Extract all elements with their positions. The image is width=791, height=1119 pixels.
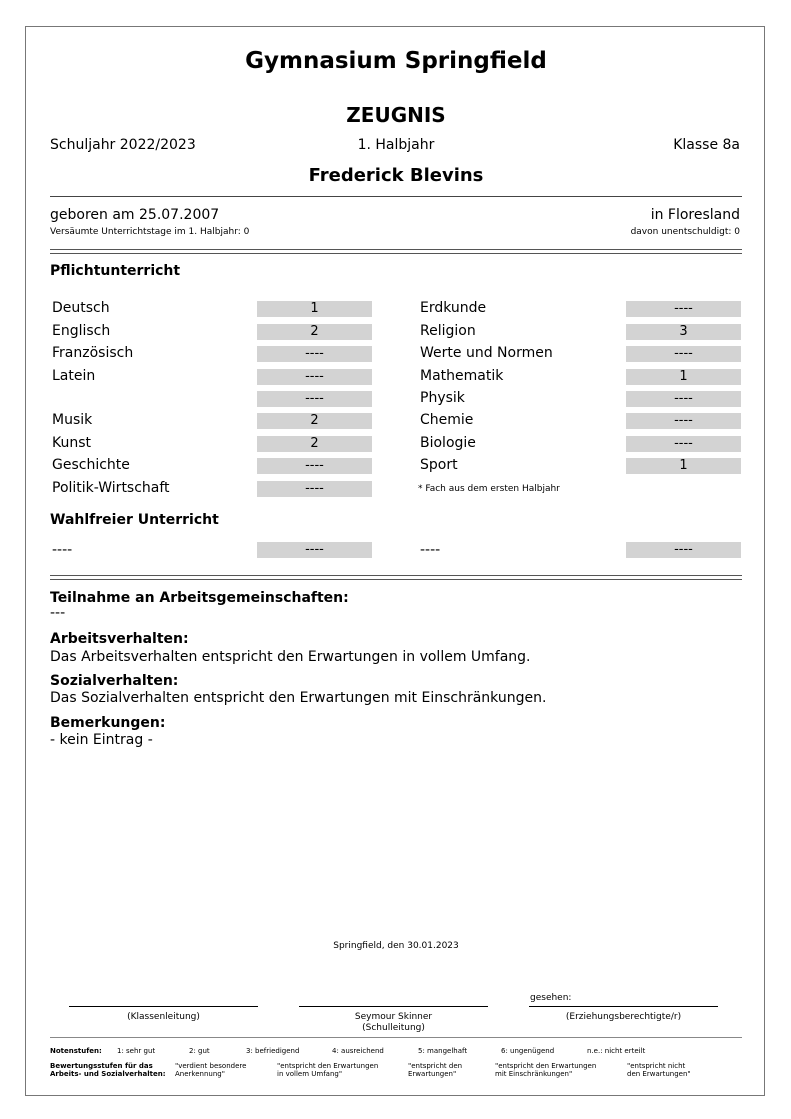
subject-name: Politik-Wirtschaft bbox=[52, 480, 170, 496]
elective-grade: ---- bbox=[626, 542, 741, 558]
behavior-scale-item: Erwartungen" bbox=[408, 1070, 457, 1078]
subject-name: Französisch bbox=[52, 345, 134, 361]
absent-days: Versäumte Unterrichtstage im 1. Halbjahr: 0 bbox=[50, 227, 250, 237]
sozialverhalten-text: Das Sozialverhalten entspricht den Erwartungen mit Einschränkungen. bbox=[50, 690, 547, 706]
document-title: ZEUGNIS bbox=[346, 103, 446, 127]
klassenleitung-label: (Klassenleitung) bbox=[127, 1012, 200, 1022]
subject-name: Werte und Normen bbox=[420, 345, 553, 361]
signature-line-klassenleitung bbox=[69, 1006, 258, 1007]
grade-scale-item: 3: befriedigend bbox=[246, 1047, 300, 1055]
subject-grade: ---- bbox=[257, 458, 372, 474]
subject-grade: 2 bbox=[257, 413, 372, 429]
semester: 1. Halbjahr bbox=[357, 137, 435, 153]
divider bbox=[50, 1037, 742, 1038]
double-divider bbox=[50, 575, 742, 580]
subject-grade: 1 bbox=[257, 301, 372, 317]
place-date: Springfield, den 30.01.2023 bbox=[333, 941, 459, 951]
report-card-page bbox=[25, 26, 765, 1096]
guardian-label: (Erziehungsberechtigte/r) bbox=[565, 1012, 682, 1022]
subject-name: Latein bbox=[52, 368, 96, 384]
subject-grade: 2 bbox=[257, 324, 372, 340]
subject-grade: 1 bbox=[626, 458, 741, 474]
double-divider bbox=[50, 249, 742, 254]
subject-name: Deutsch bbox=[52, 300, 110, 316]
principal-name: Seymour Skinner bbox=[354, 1012, 433, 1022]
subject-grade: 1 bbox=[626, 369, 741, 385]
section-heading-pflicht: Pflichtunterricht bbox=[50, 263, 181, 279]
grade-scale-item: 4: ausreichend bbox=[332, 1047, 384, 1055]
behavior-scale-item: "entspricht den Erwartungen bbox=[495, 1062, 597, 1070]
subject-grade: ---- bbox=[626, 391, 741, 407]
subject-grade: ---- bbox=[257, 481, 372, 497]
birth-date: geboren am 25.07.2007 bbox=[50, 207, 220, 223]
unexcused-days: davon unentschuldigt: 0 bbox=[630, 227, 740, 237]
ag-heading: Teilnahme an Arbeitsgemeinschaften: bbox=[50, 590, 349, 606]
ag-text: --- bbox=[50, 605, 66, 621]
subject-grade: ---- bbox=[257, 369, 372, 385]
sozialverhalten-heading: Sozialverhalten: bbox=[50, 673, 179, 689]
subject-name: Geschichte bbox=[52, 457, 130, 473]
behavior-scale-item: "entspricht nicht bbox=[627, 1062, 686, 1070]
grade-scale-item: 2: gut bbox=[189, 1047, 210, 1055]
footnote: * Fach aus dem ersten Halbjahr bbox=[418, 484, 560, 494]
signature-line-erziehungsberechtigte bbox=[529, 1006, 718, 1007]
arbeitsverhalten-heading: Arbeitsverhalten: bbox=[50, 631, 189, 647]
divider bbox=[50, 196, 742, 197]
elective-name: ---- bbox=[420, 542, 441, 558]
grade-scale-item: 5: mangelhaft bbox=[418, 1047, 468, 1055]
subject-name: Erdkunde bbox=[420, 300, 487, 316]
behavior-scale-item: in vollem Umfang" bbox=[277, 1070, 343, 1078]
birth-place: in Floresland bbox=[650, 207, 740, 223]
behavior-scale-label: Bewertungsstufen für das bbox=[50, 1062, 153, 1070]
arbeitsverhalten-text: Das Arbeitsverhalten entspricht den Erwartungen in vollem Umfang. bbox=[50, 649, 531, 665]
subject-grade: ---- bbox=[626, 413, 741, 429]
grade-scale-item: 1: sehr gut bbox=[117, 1047, 156, 1055]
elective-name: ---- bbox=[52, 542, 73, 558]
school-year: Schuljahr 2022/2023 bbox=[50, 137, 196, 153]
grade-scale-item: n.e.: nicht erteilt bbox=[587, 1047, 646, 1055]
subject-name: Biologie bbox=[420, 435, 476, 451]
behavior-scale-item: "entspricht den bbox=[408, 1062, 463, 1070]
behavior-scale-item: Anerkennung" bbox=[175, 1070, 225, 1078]
subject-grade: 2 bbox=[257, 436, 372, 452]
subject-grade: ---- bbox=[626, 436, 741, 452]
subject-grade: ---- bbox=[626, 301, 741, 317]
bemerkungen-text: - kein Eintrag - bbox=[50, 732, 153, 748]
schulleitung-label: (Schulleitung) bbox=[362, 1023, 425, 1033]
behavior-scale-item: "entspricht den Erwartungen bbox=[277, 1062, 379, 1070]
subject-grade: ---- bbox=[626, 346, 741, 362]
subject-name: Mathematik bbox=[420, 368, 504, 384]
subject-name: Religion bbox=[420, 323, 476, 339]
behavior-scale-item: mit Einschränkungen" bbox=[495, 1070, 573, 1078]
subject-name: Kunst bbox=[52, 435, 92, 451]
behavior-scale-label: Arbeits- und Sozialverhalten: bbox=[50, 1070, 166, 1078]
behavior-scale-item: den Erwartungen" bbox=[627, 1070, 691, 1078]
subject-name: Chemie bbox=[420, 412, 474, 428]
student-name: Frederick Blevins bbox=[308, 165, 484, 186]
subject-grade: ---- bbox=[257, 391, 372, 407]
school-name: Gymnasium Springfield bbox=[245, 48, 547, 74]
subject-name: Englisch bbox=[52, 323, 111, 339]
seen-label: gesehen: bbox=[530, 993, 572, 1003]
class: Klasse 8a bbox=[673, 137, 740, 153]
subject-grade: 3 bbox=[626, 324, 741, 340]
subject-name: Physik bbox=[420, 390, 465, 406]
behavior-scale-item: "verdient besondere bbox=[175, 1062, 247, 1070]
subject-name: Musik bbox=[52, 412, 93, 428]
grade-scale-item: 6: ungenügend bbox=[501, 1047, 555, 1055]
subject-name: Sport bbox=[420, 457, 458, 473]
section-heading-wahlfrei: Wahlfreier Unterricht bbox=[50, 512, 219, 528]
elective-grade: ---- bbox=[257, 542, 372, 558]
grade-scale-label: Notenstufen: bbox=[50, 1047, 102, 1055]
subject-grade: ---- bbox=[257, 346, 372, 362]
signature-line-schulleitung bbox=[299, 1006, 488, 1007]
bemerkungen-heading: Bemerkungen: bbox=[50, 715, 166, 731]
